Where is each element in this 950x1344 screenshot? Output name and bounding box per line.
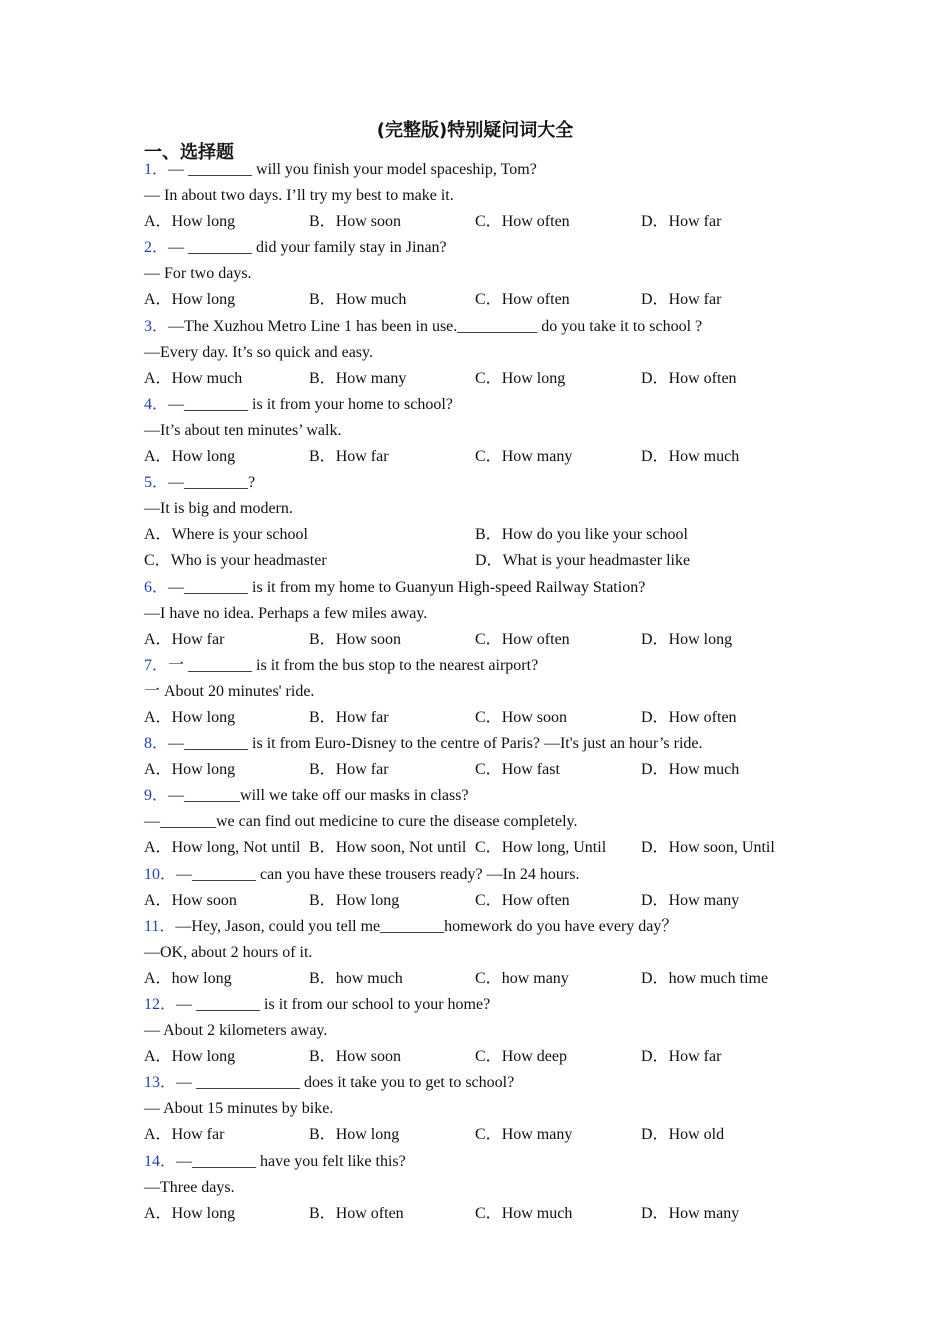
option-letter: D．	[641, 708, 669, 726]
option-letter: A．	[144, 213, 172, 231]
option-letter: D．	[641, 969, 669, 987]
question-item	[144, 783, 844, 861]
answer-option[interactable]	[475, 1122, 572, 1148]
option-letter: C．	[475, 1048, 502, 1066]
options-row	[144, 1201, 844, 1227]
option-text: How many	[501, 1126, 573, 1144]
answer-option[interactable]	[641, 444, 739, 470]
option-text: How long	[501, 369, 566, 387]
question-reply: — In about two days. I’ll try my best to make it.	[144, 187, 454, 205]
option-letter: C．	[144, 552, 171, 570]
option-letter: B．	[309, 708, 336, 726]
question-stem: —________ is it from my home to Guanyun High-speed Railway Station?	[168, 578, 646, 596]
document-title: (完整版)特别疑问词大全	[376, 120, 574, 141]
option-letter: B．	[309, 213, 336, 231]
option-letter: C．	[475, 761, 502, 779]
answer-option[interactable]	[475, 966, 569, 992]
option-letter: D．	[641, 1126, 669, 1144]
question-item	[144, 235, 844, 313]
option-letter: D．	[475, 552, 503, 570]
question-number: 5．	[144, 474, 169, 492]
answer-option[interactable]	[144, 835, 300, 861]
option-letter: A．	[144, 839, 172, 857]
option-letter: D．	[641, 839, 669, 857]
option-text: How long	[171, 448, 236, 466]
question-number: 1．	[144, 161, 169, 178]
question-stem: — _____________ does it take you to get to school?	[176, 1074, 515, 1092]
question-stem: —________ is it from Euro-Disney to the centre of Paris? —It's just an hour’s ride.	[168, 735, 703, 753]
option-letter: A．	[144, 448, 172, 466]
option-text: How far	[668, 213, 722, 231]
question-item	[144, 1149, 844, 1227]
option-text: How soon, Not until	[335, 839, 467, 857]
answer-option[interactable]	[475, 757, 560, 783]
option-letter: A．	[144, 761, 172, 779]
question-number: 4．	[144, 395, 169, 413]
option-letter: C．	[475, 891, 502, 909]
question-reply: — For two days.	[144, 265, 252, 283]
option-letter: D．	[641, 891, 669, 909]
answer-option[interactable]	[144, 548, 327, 574]
section-heading: 一、选择题	[144, 142, 234, 163]
question-number: 14．	[144, 1152, 177, 1170]
option-letter: D．	[641, 1204, 669, 1222]
option-text: How soon	[171, 891, 237, 909]
option-text: How far	[668, 1048, 722, 1066]
options-row	[144, 366, 844, 392]
answer-option[interactable]	[641, 888, 739, 914]
options-row	[144, 548, 844, 574]
answer-option[interactable]	[475, 1201, 572, 1227]
question-reply: — About 2 kilometers away.	[144, 1022, 328, 1040]
option-letter: B．	[309, 291, 336, 309]
option-letter: B．	[309, 969, 336, 987]
answer-option[interactable]	[475, 1044, 567, 1070]
answer-option[interactable]	[144, 522, 308, 548]
option-text: How do you like your school	[501, 526, 688, 544]
option-text: How soon	[501, 708, 568, 726]
answer-option[interactable]	[144, 444, 235, 470]
option-text: How far	[335, 448, 389, 466]
answer-option[interactable]	[309, 705, 389, 731]
option-letter: B．	[309, 839, 336, 857]
option-letter: C．	[475, 1126, 502, 1144]
option-letter: D．	[641, 448, 669, 466]
option-letter: B．	[475, 526, 502, 544]
options-row	[144, 444, 844, 470]
answer-option[interactable]	[641, 1201, 739, 1227]
question-item	[144, 1070, 844, 1148]
question-stem-line	[144, 914, 844, 940]
question-stem: — ________ did your family stay in Jinan?	[168, 239, 447, 257]
question-list	[144, 157, 844, 1227]
option-text: How long	[171, 213, 236, 231]
answer-option[interactable]	[475, 888, 570, 914]
question-number: 9．	[144, 787, 169, 805]
question-item	[144, 653, 844, 731]
option-letter: B．	[309, 761, 336, 779]
options-row	[144, 966, 844, 992]
option-text: Where is your school	[171, 526, 308, 544]
question-stem-line	[144, 235, 844, 261]
option-text: How far	[171, 630, 225, 648]
option-text: How many	[668, 891, 740, 909]
option-letter: D．	[641, 369, 669, 387]
answer-option[interactable]	[641, 966, 768, 992]
option-text: How soon	[335, 213, 402, 231]
question-number: 3．	[144, 317, 169, 335]
answer-option[interactable]	[309, 888, 399, 914]
option-letter: A．	[144, 1126, 172, 1144]
question-number: 7．	[144, 656, 169, 674]
options-row	[144, 835, 844, 861]
option-letter: C．	[475, 708, 502, 726]
option-text: How often	[501, 630, 570, 648]
option-letter: B．	[309, 1204, 336, 1222]
option-letter: A．	[144, 291, 172, 309]
option-text: How long, Not until	[171, 839, 301, 857]
question-stem-line	[144, 470, 844, 496]
options-row	[144, 1122, 844, 1148]
answer-option[interactable]	[144, 366, 242, 392]
question-reply: —I have no idea. Perhaps a few miles away.	[144, 604, 428, 622]
question-stem: —_______will we take off our masks in class?	[168, 787, 469, 805]
question-number: 11．	[144, 917, 176, 935]
option-text: how much time	[668, 969, 769, 987]
option-text: How soon, Until	[668, 839, 775, 857]
option-letter: D．	[641, 213, 669, 231]
option-text: How much	[171, 369, 243, 387]
question-reply: —_______we can find out medicine to cure the disease completely.	[144, 813, 578, 831]
option-text: How fast	[501, 761, 560, 779]
option-letter: A．	[144, 708, 172, 726]
question-reply: —OK, about 2 hours of it.	[144, 943, 313, 961]
options-row	[144, 287, 844, 313]
option-letter: A．	[144, 969, 172, 987]
option-letter: A．	[144, 369, 172, 387]
option-text: How many	[668, 1204, 740, 1222]
option-letter: A．	[144, 1048, 172, 1066]
answer-option[interactable]	[641, 209, 721, 235]
question-stem-line	[144, 575, 844, 601]
answer-option[interactable]	[475, 835, 606, 861]
question-stem: —________ can you have these trousers ready? —In 24 hours.	[176, 865, 580, 883]
option-letter: C．	[475, 213, 502, 231]
option-text: How long	[335, 891, 400, 909]
question-number: 2．	[144, 239, 169, 257]
option-text: Who is your headmaster	[170, 552, 327, 570]
option-text: How long	[668, 630, 733, 648]
option-letter: B．	[309, 891, 336, 909]
option-text: How long	[171, 708, 236, 726]
answer-option[interactable]	[641, 1122, 724, 1148]
answer-option[interactable]	[144, 1044, 235, 1070]
question-item	[144, 392, 844, 470]
option-text: How long	[171, 761, 236, 779]
option-letter: D．	[641, 630, 669, 648]
options-row	[144, 705, 844, 731]
answer-option[interactable]	[309, 444, 389, 470]
option-text: How often	[668, 369, 737, 387]
question-item	[144, 992, 844, 1070]
question-stem-line	[144, 783, 844, 809]
answer-option[interactable]	[309, 287, 406, 313]
option-letter: B．	[309, 448, 336, 466]
option-letter: D．	[641, 1048, 669, 1066]
option-text: How long	[171, 291, 236, 309]
answer-option[interactable]	[309, 757, 389, 783]
question-number: 13．	[144, 1074, 177, 1092]
question-reply: —It’s about ten minutes’ walk.	[144, 421, 342, 439]
answer-option[interactable]	[641, 287, 721, 313]
option-text: how many	[501, 969, 569, 987]
option-text: How soon	[335, 1048, 402, 1066]
options-row	[144, 888, 844, 914]
option-letter: D．	[641, 291, 669, 309]
option-text: how much	[335, 969, 403, 987]
question-stem: —________ is it from your home to school?	[168, 395, 453, 413]
answer-option[interactable]	[475, 444, 572, 470]
option-text: How much	[668, 761, 740, 779]
option-text: How far	[171, 1126, 225, 1144]
option-text: How deep	[501, 1048, 567, 1066]
question-reply: —It is big and modern.	[144, 500, 293, 518]
options-row	[144, 522, 844, 548]
option-letter: B．	[309, 630, 336, 648]
question-stem-line	[144, 731, 844, 757]
option-text: How far	[335, 761, 389, 779]
answer-option[interactable]	[144, 966, 232, 992]
option-text: How many	[501, 448, 573, 466]
question-number: 6．	[144, 578, 169, 596]
answer-option[interactable]	[309, 627, 401, 653]
answer-option[interactable]	[475, 627, 570, 653]
option-text: How often	[501, 891, 570, 909]
answer-option[interactable]	[144, 627, 224, 653]
answer-option[interactable]	[144, 209, 235, 235]
question-stem-line	[144, 314, 844, 340]
option-text: How long	[171, 1048, 236, 1066]
question-number: 10．	[144, 865, 177, 883]
answer-option[interactable]	[641, 627, 732, 653]
options-row	[144, 209, 844, 235]
answer-option[interactable]	[475, 366, 565, 392]
answer-option[interactable]	[144, 287, 235, 313]
options-row	[144, 757, 844, 783]
question-stem-line	[144, 653, 844, 679]
answer-option[interactable]	[475, 209, 570, 235]
question-stem: —________ have you felt like this?	[176, 1152, 406, 1170]
answer-option[interactable]	[475, 705, 567, 731]
option-letter: D．	[641, 761, 669, 779]
question-item	[144, 575, 844, 653]
option-letter: C．	[475, 630, 502, 648]
question-stem: 一 ________ is it from the bus stop to the nearest airport?	[168, 656, 539, 674]
answer-option[interactable]	[641, 835, 775, 861]
option-letter: C．	[475, 1204, 502, 1222]
answer-option[interactable]	[641, 366, 737, 392]
answer-option[interactable]	[144, 888, 237, 914]
option-text: How much	[335, 291, 407, 309]
question-stem: — ________ will you finish your model spaceship, Tom?	[168, 161, 537, 178]
question-reply: —Three days.	[144, 1178, 235, 1196]
answer-option[interactable]	[475, 522, 688, 548]
question-stem-line	[144, 1070, 844, 1096]
answer-option[interactable]	[641, 1044, 721, 1070]
option-text: How long	[171, 1204, 236, 1222]
option-letter: C．	[475, 291, 502, 309]
question-reply: — About 15 minutes by bike.	[144, 1100, 334, 1118]
option-text: how long	[171, 969, 232, 987]
option-text: How long, Until	[501, 839, 607, 857]
answer-option[interactable]	[309, 1044, 401, 1070]
option-text: How often	[501, 213, 570, 231]
option-text: How often	[501, 291, 570, 309]
options-row	[144, 1044, 844, 1070]
answer-option[interactable]	[144, 757, 235, 783]
answer-option[interactable]	[641, 757, 739, 783]
answer-option[interactable]	[309, 966, 403, 992]
option-text: What is your headmaster like	[502, 552, 691, 570]
question-stem: — ________ is it from our school to your home?	[176, 996, 491, 1013]
answer-option[interactable]	[475, 287, 570, 313]
question-item	[144, 914, 844, 992]
question-item	[144, 314, 844, 392]
option-letter: A．	[144, 630, 172, 648]
question-stem-line	[144, 1149, 844, 1175]
option-letter: A．	[144, 1204, 172, 1222]
option-text: How many	[335, 369, 407, 387]
option-letter: B．	[309, 1048, 336, 1066]
answer-option[interactable]	[309, 1201, 404, 1227]
options-row	[144, 627, 844, 653]
answer-option[interactable]	[475, 548, 690, 574]
question-stem-line	[144, 392, 844, 418]
option-text: How often	[335, 1204, 404, 1222]
question-stem: —________?	[168, 474, 256, 492]
option-text: How much	[501, 1204, 573, 1222]
question-item	[144, 470, 844, 574]
option-letter: C．	[475, 369, 502, 387]
question-stem: —The Xuzhou Metro Line 1 has been in use.__________ do you take it to school ?	[168, 317, 703, 335]
option-letter: B．	[309, 369, 336, 387]
question-stem-line	[144, 862, 844, 888]
question-stem-line	[144, 157, 844, 183]
answer-option[interactable]	[144, 1122, 224, 1148]
question-number: 12．	[144, 996, 177, 1013]
question-stem: —Hey, Jason, could you tell me________homework do you have every day？	[175, 917, 678, 935]
option-letter: B．	[309, 1126, 336, 1144]
answer-option[interactable]	[309, 1122, 399, 1148]
question-reply: 一 About 20 minutes' ride.	[144, 682, 315, 700]
option-text: How often	[668, 708, 737, 726]
question-item	[144, 157, 844, 235]
option-text: How old	[668, 1126, 725, 1144]
option-letter: C．	[475, 969, 502, 987]
question-stem-line	[144, 992, 844, 1018]
question-number: 8．	[144, 735, 169, 753]
option-text: How soon	[335, 630, 402, 648]
option-text: How far	[668, 291, 722, 309]
option-letter: A．	[144, 526, 172, 544]
question-item	[144, 862, 844, 914]
answer-option[interactable]	[309, 366, 406, 392]
option-text: How far	[335, 708, 389, 726]
option-text: How long	[335, 1126, 400, 1144]
question-item	[144, 731, 844, 783]
answer-option[interactable]	[144, 705, 235, 731]
option-letter: C．	[475, 448, 502, 466]
answer-option[interactable]	[641, 705, 737, 731]
answer-option[interactable]	[144, 1201, 235, 1227]
option-letter: C．	[475, 839, 502, 857]
option-letter: A．	[144, 891, 172, 909]
answer-option[interactable]	[309, 209, 401, 235]
question-reply: —Every day. It’s so quick and easy.	[144, 343, 373, 361]
option-text: How much	[668, 448, 740, 466]
answer-option[interactable]	[309, 835, 466, 861]
